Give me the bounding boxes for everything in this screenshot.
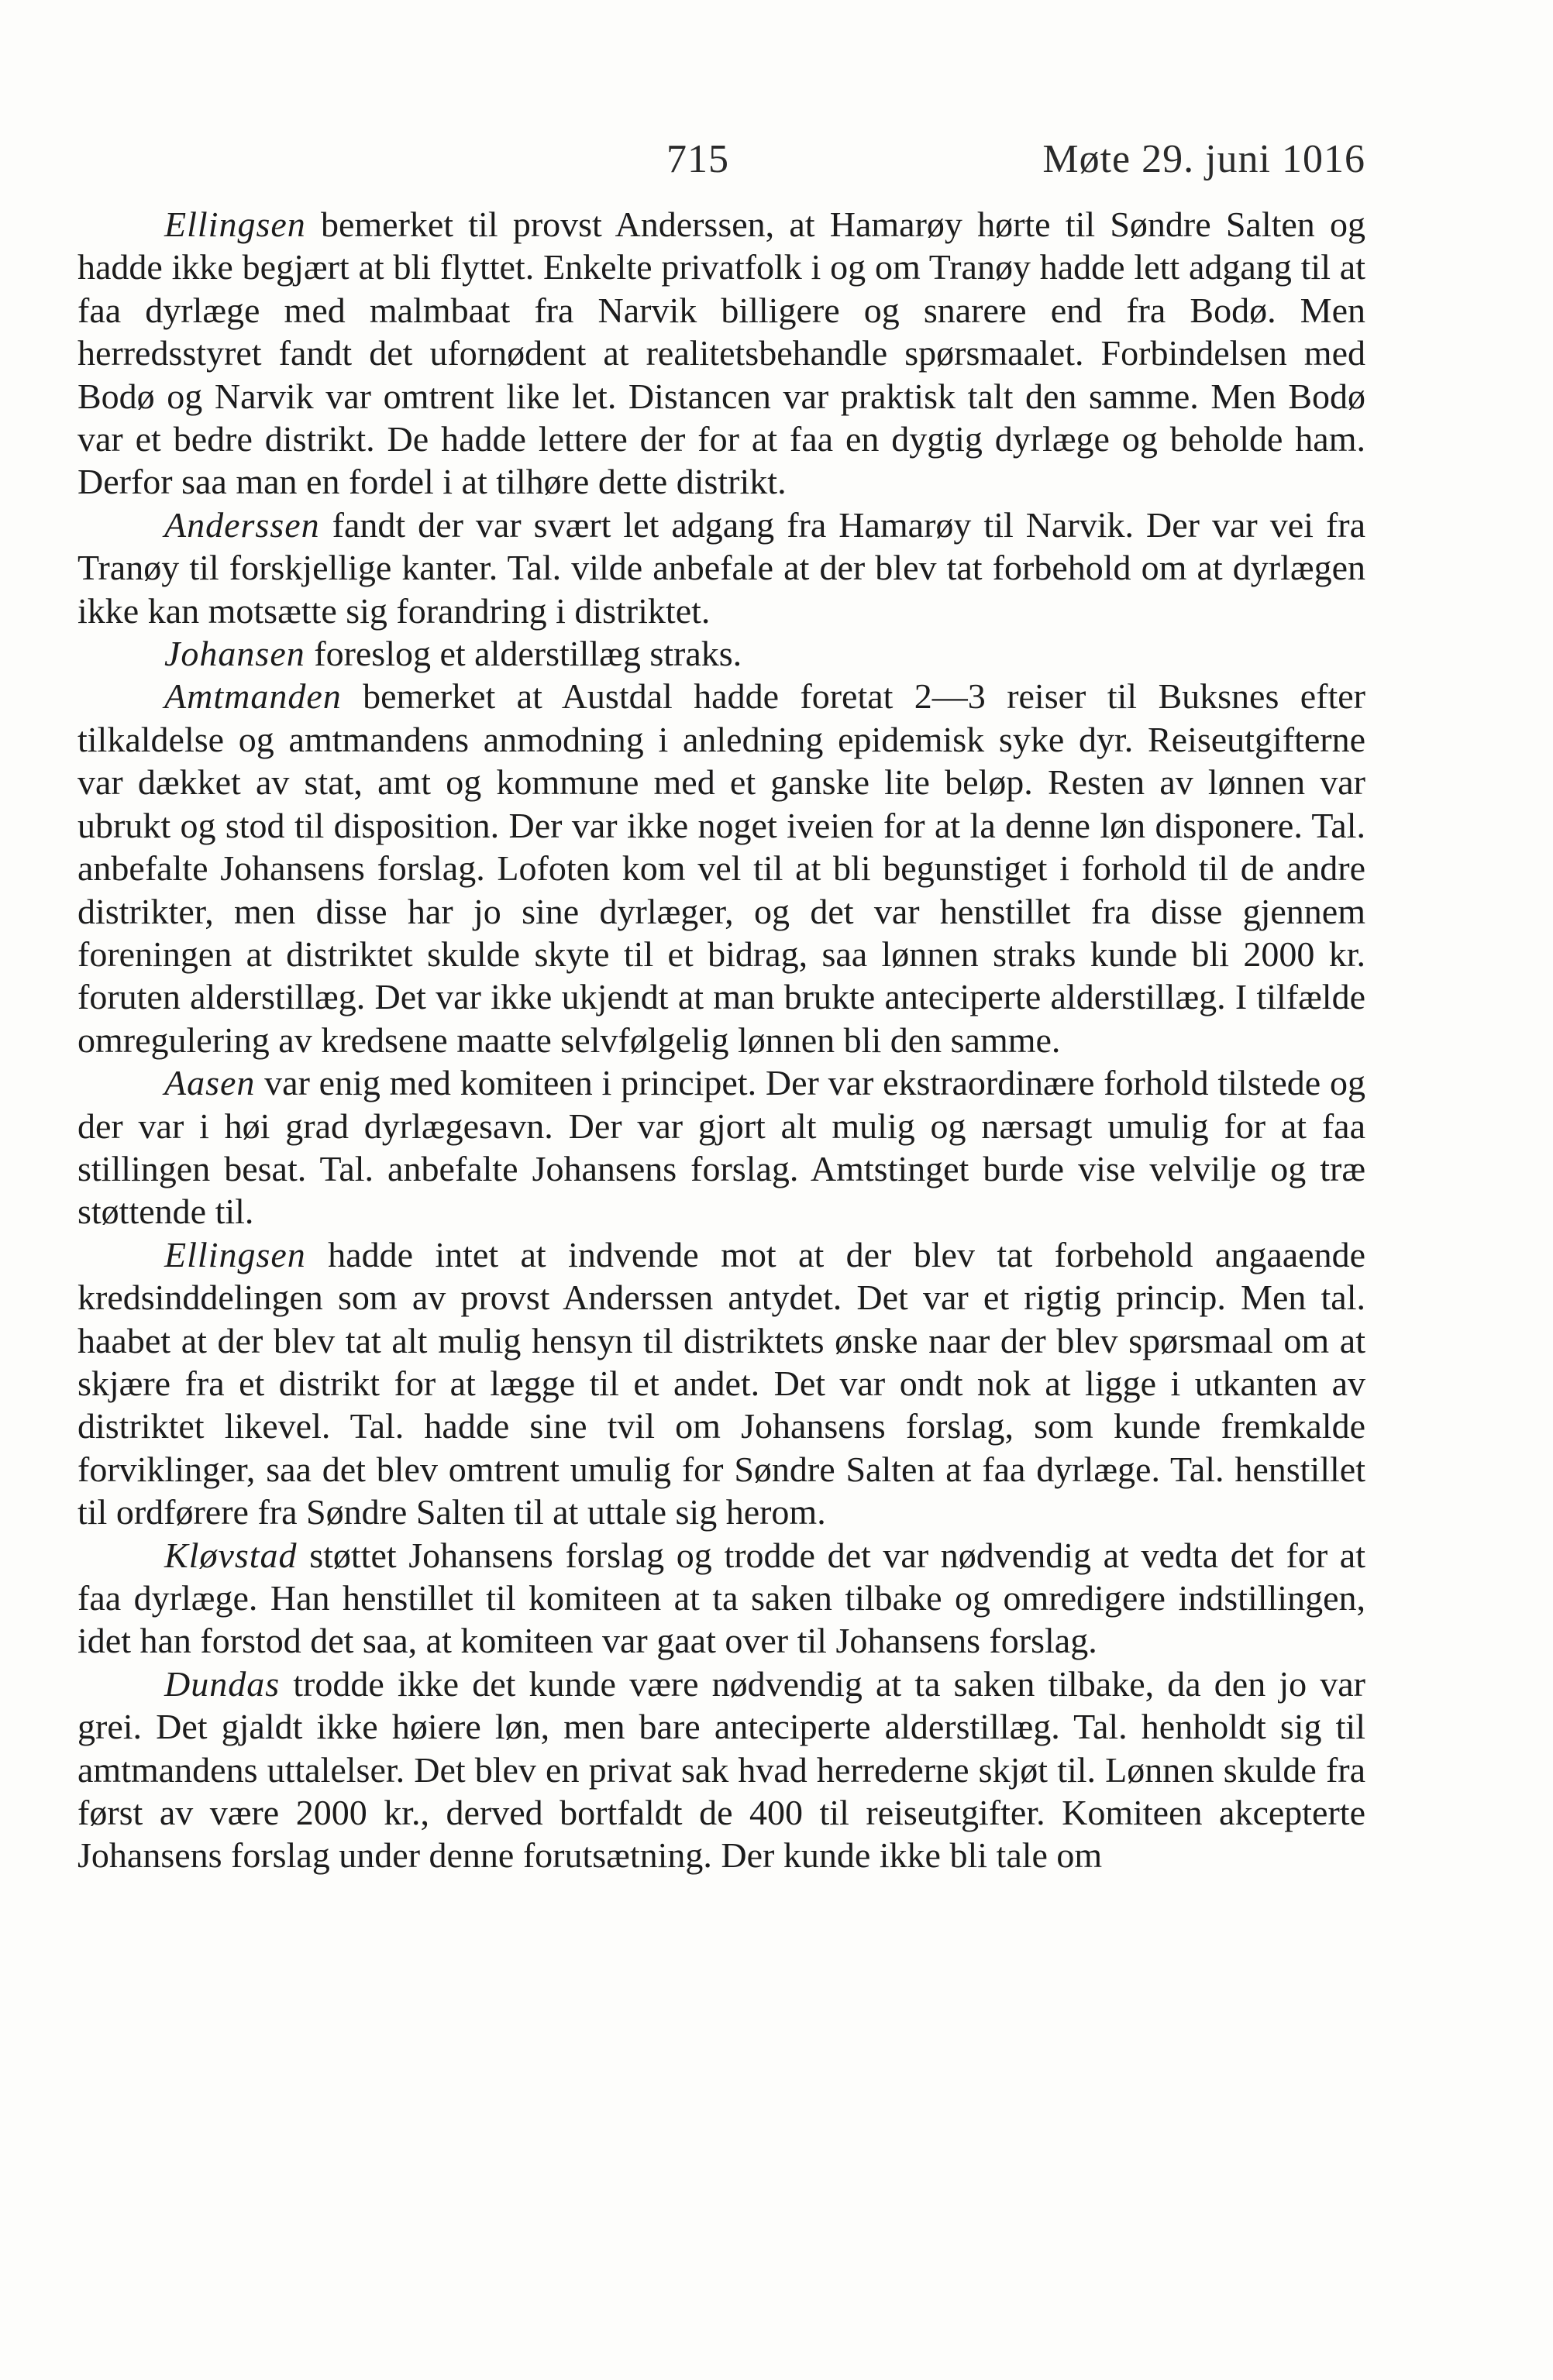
paragraph-aasen <box>77 1061 1365 1233</box>
paragraph-text: foreslog et alderstillæg straks. <box>305 634 742 674</box>
running-head <box>77 136 1365 191</box>
paragraph-dundas <box>77 1663 1365 1877</box>
speaker-name: Amtmanden <box>164 676 342 717</box>
paragraph-amtmanden <box>77 675 1365 1061</box>
page-number: 715 <box>666 137 729 181</box>
paragraph-ellingsen-2 <box>77 1233 1365 1534</box>
minutes-body <box>77 203 1365 1877</box>
speaker-name: Johansen <box>164 634 305 674</box>
paragraph-text: trodde ikke det kunde være nødvendig at ta saken tilbake, da den jo var grei. Det gjaldt ikke høiere løn, men bare anteciperte alderstillæg. Tal. henholdt sig til amtmandens uttalelser. Det blev en privat sak hvad herrederne skjøt til. Lønnen skulde fra først av være 2000 kr., derved bortfaldt de 400 til reiseutgifter. Komiteen akcepterte Johansens forslag under denne forutsætning. Der kunde ikke bli tale om <box>77 1663 1365 1876</box>
speaker-name: Ellingsen <box>164 205 306 244</box>
paragraph-text: fandt der var svært let adgang fra Hamarøy til Narvik. Der var vei fra Tranøy til forskjellige kanter. Tal. vilde anbefale at der blev tat forbehold om at dyrlægen ikke kan motsætte sig forandring i distriktet. <box>77 504 1365 631</box>
paragraph-ellingsen-1 <box>77 203 1365 504</box>
meeting-date: Møte 29. juni 1016 <box>1042 137 1365 181</box>
speaker-name: Anderssen <box>164 504 320 545</box>
paragraph-text: bemerket at Austdal hadde foretat 2—3 reiser til Buksnes efter tilkaldelse og amtmandens anmodning i anledning epidemisk syke dyr. Reiseutgifterne var dækket av stat, amt og kommune med et ganske lite beløp. Resten av lønnen var ubrukt og stod til disposition. Der var ikke noget iveien for at la denne løn disponere. Tal. anbefalte Johansens forslag. Lofoten kom vel til at bli begunstiget i forhold til de andre distrikter, men disse har jo sine dyrlæger, og det var henstillet fra disse gjennem foreningen at distriktet skulde skyte til et bidrag, saa lønnen straks kunde bli 2000 kr. foruten alderstillæg. Det var ikke ukjendt at man brukte anteciperte alderstillæg. I tilfælde omregulering av kredsene maatte selvfølgelig lønnen bli den samme. <box>77 676 1365 1060</box>
speaker-name: Dundas <box>164 1663 281 1704</box>
speaker-name: Aasen <box>164 1063 256 1103</box>
speaker-name: Ellingsen <box>164 1234 306 1274</box>
paragraph-text: var enig med komiteen i principet. Der var ekstraordinære forhold tilstede og der var i høi grad dyrlægesavn. Der var gjort alt mulig og nærsagt umulig for at faa stillingen besat. Tal. anbefalte Johansens forslag. Amtstinget burde vise velvilje og træ støttende til. <box>77 1063 1365 1232</box>
paragraph-text: hadde intet at indvende mot at der blev tat forbehold angaaende kredsinddelingen som av provst Anderssen antydet. Det var et rigtig princip. Men tal. haabet at der blev tat alt mulig hensyn til distriktets ønske naar der blev spørsmaal om at skjære fra et distrikt for at lægge til et andet. Det var ondt nok at ligge i utkanten av distriktet likevel. Tal. hadde sine tvil om Johansens forslag, som kunde fremkalde forviklinger, saa det blev omtrent umulig for Søndre Salten at faa dyrlæge. Tal. henstillet til ordførere fra Søndre Salten til at uttale sig herom. <box>77 1234 1365 1532</box>
paragraph-text: støttet Johansens forslag og trodde det var nødvendig at vedta det for at faa dyrlæge. Han henstillet til komiteen at ta saken tilbake og omredigere indstillingen, idet han forstod det saa, at komiteen var gaat over til Johansens forslag. <box>77 1535 1365 1661</box>
paragraph-anderssen <box>77 504 1365 632</box>
speaker-name: Kløvstad <box>164 1535 298 1575</box>
paragraph-text: bemerket til provst Anderssen, at Hamarøy hørte til Søndre Salten og hadde ikke begjært at bli flyttet. Enkelte privatfolk i og om Tranøy hadde lett adgang til at faa dyrlæge med malmbaat fra Narvik billigere og snarere end fra Bodø. Men herredsstyret fandt det ufornødent at realitetsbehandle spørsmaalet. Forbindelsen med Bodø og Narvik var omtrent like let. Distancen var praktisk talt den samme. Men Bodø var et bedre distrikt. De hadde lettere der for at faa en dygtig dyrlæge og beholde ham. Derfor saa man en fordel i at tilhøre dette distrikt. <box>77 205 1365 502</box>
paragraph-klovstad <box>77 1534 1365 1663</box>
paragraph-johansen <box>77 632 1365 675</box>
